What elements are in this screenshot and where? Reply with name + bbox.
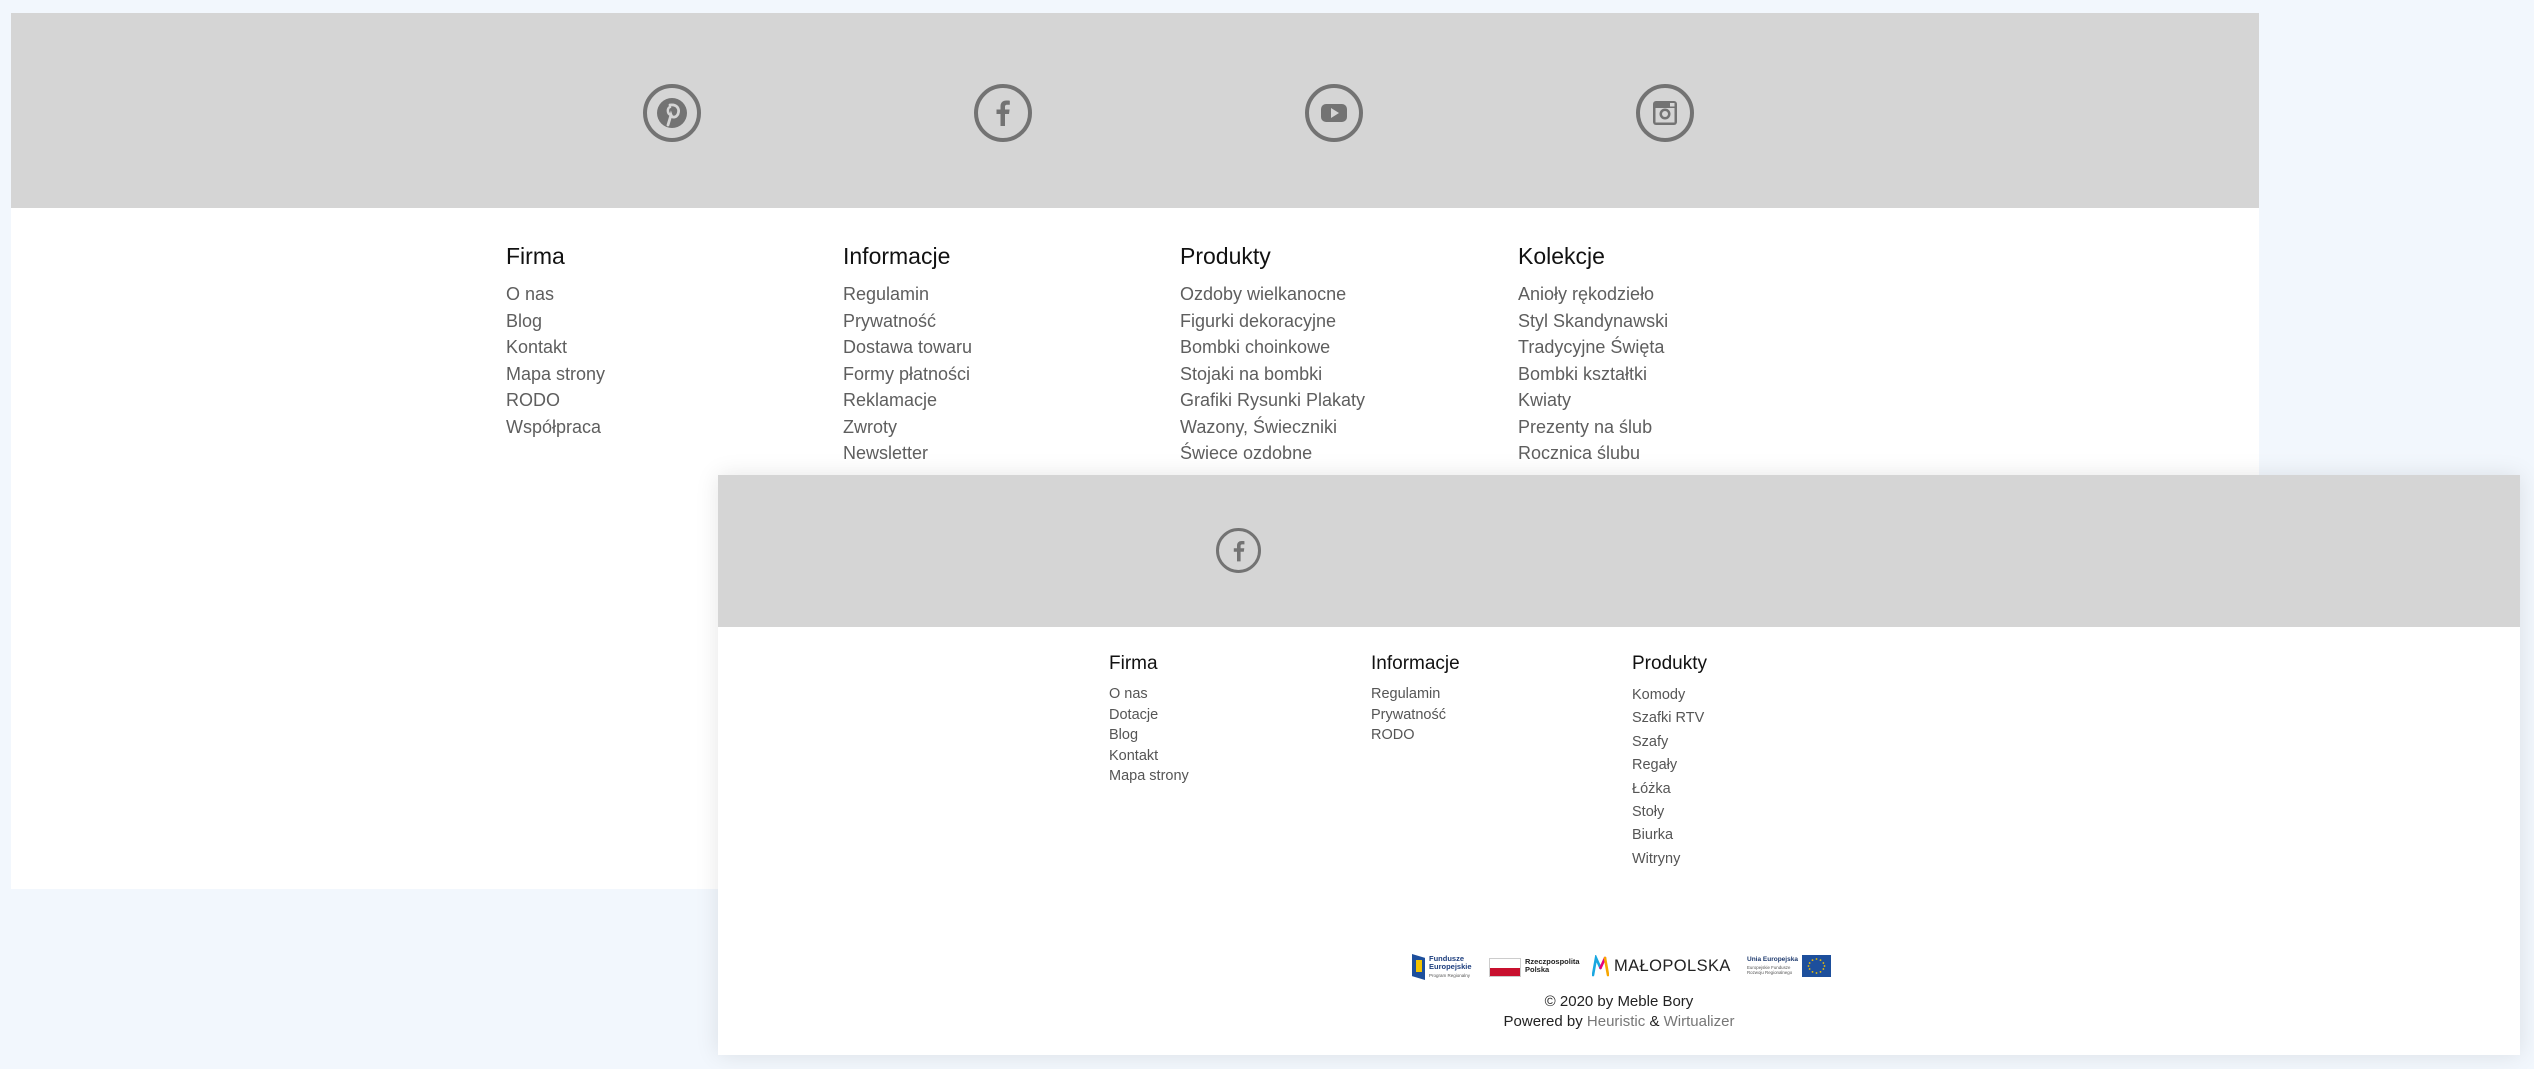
footer-link-product[interactable]: Świece ozdobne [1180, 443, 1313, 463]
malopolska-logo [1592, 953, 1732, 981]
footer-link-product[interactable]: Szafy [1632, 733, 1669, 750]
footer-link-product[interactable]: Witryny [1632, 850, 1681, 867]
footer-link-regulamin[interactable]: Regulamin [1371, 686, 1441, 702]
eu-flag-icon [1802, 955, 1831, 977]
footer-link-blog[interactable]: Blog [1109, 727, 1139, 743]
youtube-icon [1314, 93, 1354, 133]
eu-logo-text: Unia Europejska [1747, 956, 1798, 963]
malopolska-m-icon [1592, 955, 1609, 977]
column-heading: Informacje [843, 243, 951, 269]
footer-link-product[interactable]: Stoły [1632, 804, 1665, 821]
footer-link-collection[interactable]: Bombki kształtki [1518, 363, 1648, 384]
footer-link-product[interactable]: Wazony, Świeczniki [1180, 416, 1338, 437]
footer-link-product[interactable]: Komody [1632, 687, 1686, 703]
column-heading: Informacje [1371, 653, 1460, 674]
footer-link-collection[interactable]: Kwiaty [1518, 390, 1572, 410]
footer-link-kontakt[interactable]: Kontakt [506, 337, 568, 357]
footer-link-collection[interactable]: Tradycyjne Święta [1518, 337, 1665, 357]
footer-link-product[interactable]: Szafki RTV [1632, 710, 1705, 727]
column-heading: Kolekcje [1518, 243, 1605, 269]
malopolska-text: MAŁOPOLSKA [1614, 957, 1731, 975]
footer-link-prywatnosc[interactable]: Prywatność [843, 310, 937, 331]
footer-link-dostawa[interactable]: Dostawa towaru [843, 337, 973, 357]
footer-link-product[interactable]: Łóżka [1632, 780, 1671, 797]
footer-link-wspolpraca[interactable]: Współpraca [506, 416, 602, 437]
footer-link-rodo[interactable]: RODO [506, 390, 560, 410]
heuristic-link[interactable]: Heuristic [1586, 1013, 1646, 1030]
instagram-link[interactable] [1636, 84, 1694, 142]
powered-by-label: Powered by [1503, 1013, 1583, 1030]
column-heading: Produkty [1180, 243, 1271, 269]
footer-link-collection[interactable]: Styl Skandynawski [1518, 310, 1669, 331]
youtube-link[interactable] [1305, 84, 1363, 142]
facebook-link[interactable] [1216, 528, 1261, 573]
facebook-icon [1223, 535, 1255, 567]
copyright-text: © 2020 by Meble Bory [1544, 993, 1694, 1010]
footer-link-blog[interactable]: Blog [506, 310, 543, 331]
footer-link-product[interactable]: Figurki dekoracyjne [1180, 310, 1337, 331]
footer-link-rodo[interactable]: RODO [1371, 727, 1415, 743]
footer-link-kontakt[interactable]: Kontakt [1109, 747, 1159, 764]
footer-link-collection[interactable]: Rocznica ślubu [1518, 443, 1641, 463]
fe-logo-text: Fundusze Europejskie [1429, 954, 1472, 971]
social-bar [718, 475, 2520, 627]
footer-column-kolekcje [1518, 241, 1668, 467]
facebook-icon [983, 93, 1023, 133]
footer-column-produkty [1180, 241, 1365, 467]
footer-link-product[interactable]: Biurka [1632, 827, 1674, 844]
social-bar [11, 13, 2259, 208]
footer-link-mapa-strony[interactable]: Mapa strony [1109, 768, 1189, 784]
column-heading: Firma [1109, 653, 1158, 674]
footer-column-produkty [1632, 652, 1707, 871]
instagram-icon [1645, 93, 1685, 133]
column-heading: Firma [506, 243, 565, 269]
pinterest-link[interactable] [643, 84, 701, 142]
footer-link-product[interactable]: Ozdoby wielkanocne [1180, 284, 1347, 304]
footer-column-informacje [843, 241, 972, 467]
ampersand: & [1649, 1013, 1660, 1030]
footer-link-o-nas[interactable]: O nas [1109, 686, 1148, 702]
footer-link-formy-platnosci[interactable]: Formy płatności [843, 363, 971, 384]
fe-mark-icon [1412, 954, 1425, 980]
footer-link-reklamacje[interactable]: Reklamacje [843, 390, 938, 410]
footer-link-collection[interactable]: Anioły rękodzieło [1518, 284, 1655, 304]
footer-column-informacje [1371, 652, 1460, 746]
column-heading: Produkty [1632, 653, 1707, 674]
fundusze-europejskie-logo [1410, 953, 1476, 981]
footer-link-product[interactable]: Regały [1632, 757, 1678, 774]
footer-link-newsletter[interactable]: Newsletter [843, 443, 929, 463]
footer-column-firma [506, 241, 605, 440]
rp-logo-text: Rzeczpospolita Polska [1525, 957, 1580, 974]
fe-logo-subtext: Program Regionalny [1429, 973, 1471, 978]
footer-panel-furniture [718, 475, 2520, 1055]
footer-link-mapa-strony[interactable]: Mapa strony [506, 363, 606, 384]
footer-link-prywatnosc[interactable]: Prywatność [1371, 706, 1446, 723]
facebook-link[interactable] [974, 84, 1032, 142]
footer-link-product[interactable]: Stojaki na bombki [1180, 363, 1323, 384]
footer-link-product[interactable]: Bombki choinkowe [1180, 337, 1331, 357]
footer-link-dotacje[interactable]: Dotacje [1109, 706, 1159, 723]
pinterest-icon [652, 93, 692, 133]
unia-europejska-logo [1747, 953, 1831, 981]
polish-flag-icon [1489, 958, 1521, 977]
footer-link-collection[interactable]: Prezenty na ślub [1518, 416, 1653, 437]
rzeczpospolita-polska-logo [1489, 953, 1579, 981]
footer-link-zwroty[interactable]: Zwroty [843, 416, 897, 437]
footer-column-firma [1109, 652, 1189, 787]
powered-by [718, 1012, 2520, 1032]
footer-link-o-nas[interactable]: O nas [506, 284, 555, 304]
eu-logo-subtext: Europejskie Fundusze Rozwoju Regionalnego [1747, 965, 1793, 975]
footer-link-product[interactable]: Grafiki Rysunki Plakaty [1180, 390, 1366, 410]
footer-link-regulamin[interactable]: Regulamin [843, 284, 930, 304]
wirtualizer-link[interactable]: Wirtualizer [1663, 1013, 1735, 1030]
